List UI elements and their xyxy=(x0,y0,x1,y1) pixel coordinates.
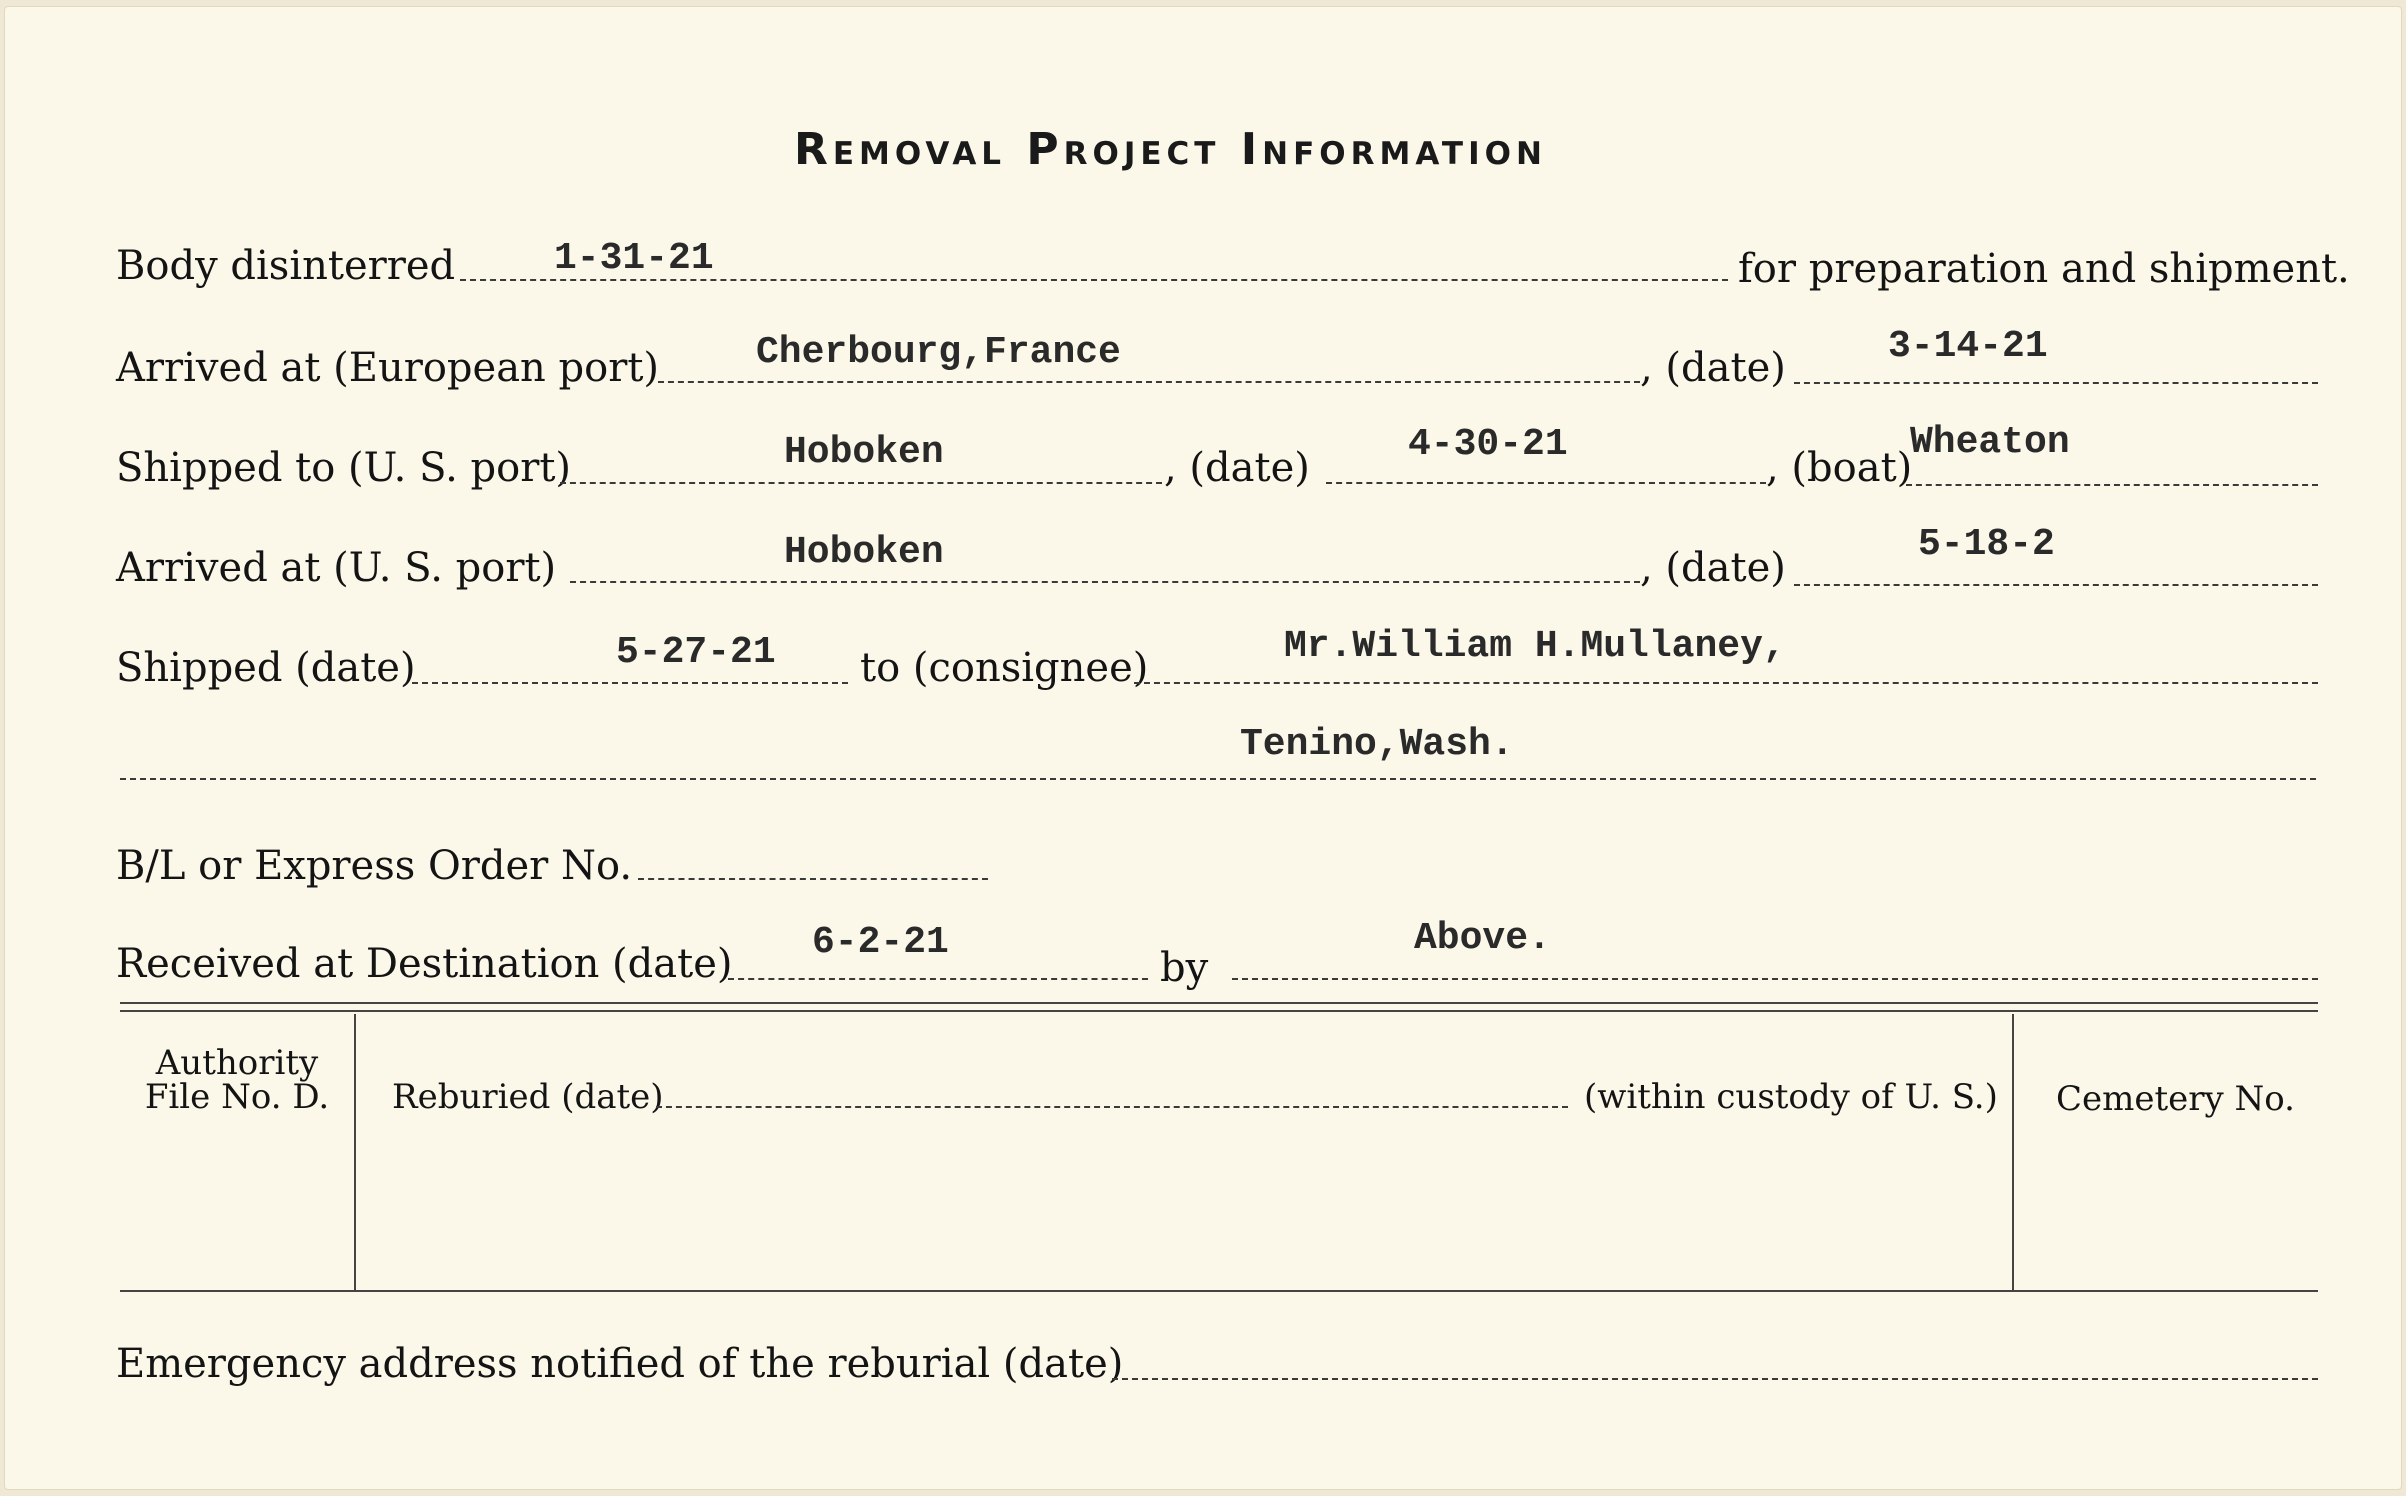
european-date-line xyxy=(1794,382,2318,384)
european-date-value: 3-14-21 xyxy=(1888,325,2048,368)
body-disinterred-value: 1-31-21 xyxy=(554,237,714,280)
european-port-label: Arrived at (European port) xyxy=(116,345,660,391)
shipped-us-port-value: Hoboken xyxy=(784,431,944,474)
by-label: by xyxy=(1160,945,1209,991)
reburied-label: Reburied (date) xyxy=(392,1077,664,1117)
consignee-label: to (consignee) xyxy=(860,645,1149,691)
shipped-date-row-label: Shipped (date) xyxy=(116,645,416,691)
table-top-rule-1 xyxy=(120,1002,2318,1004)
preparation-shipment-text: for preparation and shipment. xyxy=(1738,246,2350,292)
by-value: Above. xyxy=(1414,917,1551,960)
table-divider-left xyxy=(354,1014,356,1292)
arrived-us-date-line xyxy=(1794,584,2318,586)
page-title: Removal Project Information xyxy=(794,124,1547,175)
arrived-us-date-value: 5-18-2 xyxy=(1918,523,2055,566)
european-port-value: Cherbourg,France xyxy=(756,331,1121,374)
received-value: 6-2-21 xyxy=(812,921,949,964)
shipped-date-row-value: 5-27-21 xyxy=(616,631,776,674)
consignee-value: Mr.William H.Mullaney, xyxy=(1284,625,1786,668)
arrived-us-port-value: Hoboken xyxy=(784,531,944,574)
shipped-date-value: 4-30-21 xyxy=(1408,423,1568,466)
body-disinterred-label: Body disinterred xyxy=(116,243,456,289)
table-top-rule-2 xyxy=(120,1010,2318,1012)
reburied-line xyxy=(656,1106,1568,1108)
bl-order-line xyxy=(638,878,988,880)
european-port-line xyxy=(658,381,1640,383)
shipped-us-port-label: Shipped to (U. S. port) xyxy=(116,445,571,491)
european-date-label: , (date) xyxy=(1640,345,1786,391)
arrived-us-port-line xyxy=(570,581,1640,583)
boat-line xyxy=(1906,484,2318,486)
cemetery-no-label: Cemetery No. xyxy=(2056,1079,2295,1119)
table-divider-right xyxy=(2012,1014,2014,1292)
emergency-label: Emergency address notified of the reburial (date) xyxy=(116,1341,1124,1387)
bl-order-label: B/L or Express Order No. xyxy=(116,843,633,889)
consignee-address-value: Tenino,Wash. xyxy=(1240,723,1514,766)
received-label: Received at Destination (date) xyxy=(116,941,733,987)
table-bottom-rule xyxy=(120,1290,2318,1292)
arrived-us-port-label: Arrived at (U. S. port) xyxy=(116,545,557,591)
consignee-line xyxy=(1134,682,2318,684)
removal-project-card xyxy=(4,6,2402,1490)
shipped-us-port-line xyxy=(560,482,1162,484)
authority-label: Authority xyxy=(155,1043,319,1083)
file-no-label: File No. D. xyxy=(144,1077,330,1117)
custody-label: (within custody of U. S.) xyxy=(1584,1077,1998,1117)
emergency-line xyxy=(1112,1378,2318,1380)
arrived-us-date-label: , (date) xyxy=(1640,545,1786,591)
address-line xyxy=(120,778,2316,780)
boat-value: Wheaton xyxy=(1910,421,2070,464)
by-line xyxy=(1232,978,2318,980)
shipped-date-label: , (date) xyxy=(1164,445,1310,491)
boat-label: , (boat) xyxy=(1766,445,1913,491)
shipped-date-row-line xyxy=(412,682,848,684)
received-line xyxy=(728,978,1148,980)
shipped-date-line xyxy=(1326,482,1766,484)
